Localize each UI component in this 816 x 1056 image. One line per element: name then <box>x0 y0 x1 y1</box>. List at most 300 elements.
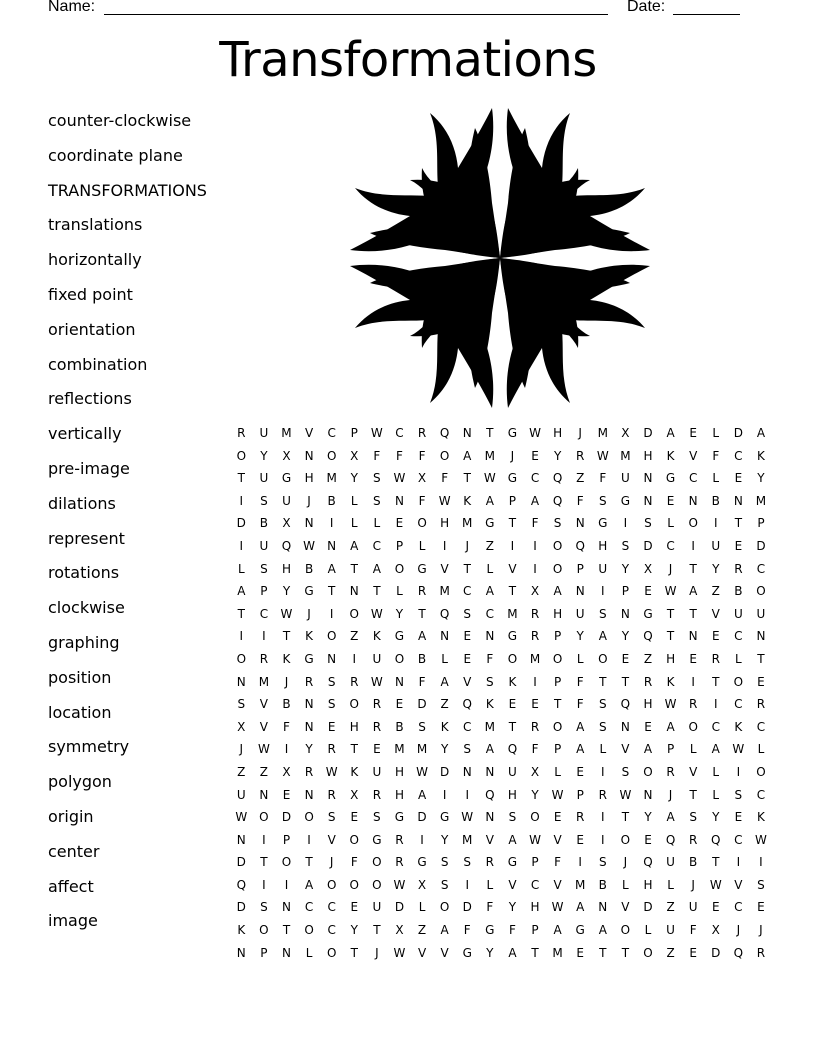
grid-letter: F <box>441 471 449 486</box>
grid-letter: O <box>326 945 337 960</box>
grid-letter: S <box>260 493 268 508</box>
grid-letter: D <box>417 697 427 712</box>
grid-letter: M <box>439 584 450 599</box>
grid-letter: G <box>507 855 518 870</box>
grid-letter: J <box>375 945 379 960</box>
grid-letter: U <box>259 426 269 440</box>
grid-letter: N <box>304 697 314 712</box>
grid-letter: T <box>350 561 358 576</box>
grid-letter: U <box>259 471 269 486</box>
grid-letter: J <box>239 742 244 757</box>
grid-letter: H <box>394 764 404 779</box>
grid-letter: R <box>237 426 246 440</box>
grid-letter: H <box>643 448 653 463</box>
grid-row <box>230 806 772 829</box>
grid-letter: W <box>551 900 564 915</box>
grid-letter: F <box>463 923 471 938</box>
grid-row <box>230 851 772 874</box>
word-list-item: affect <box>48 876 94 896</box>
grid-letter: V <box>508 561 517 576</box>
grid-letter: T <box>463 561 471 576</box>
grid-row <box>230 558 772 581</box>
grid-letter: O <box>756 764 766 779</box>
grid-letter: A <box>372 561 381 576</box>
grid-letter: U <box>575 606 585 621</box>
grid-letter: G <box>304 651 314 666</box>
grid-letter: B <box>282 697 291 712</box>
grid-letter: A <box>508 832 517 847</box>
grid-letter: I <box>262 832 266 847</box>
grid-row <box>230 512 772 535</box>
grid-row <box>230 784 772 807</box>
grid-letter: T <box>666 606 675 621</box>
grid-letter: X <box>350 787 359 802</box>
grid-letter: R <box>417 584 427 599</box>
grid-letter: M <box>552 945 563 960</box>
grid-letter: O <box>552 719 563 734</box>
grid-letter: U <box>508 764 517 779</box>
word-list-item: represent <box>48 528 125 548</box>
grid-letter: I <box>713 697 718 712</box>
grid-letter: T <box>237 471 245 486</box>
grid-letter: B <box>259 516 268 531</box>
grid-letter: S <box>373 493 381 508</box>
grid-letter: Z <box>259 764 268 779</box>
grid-letter: Y <box>350 471 358 486</box>
grid-letter: A <box>508 945 517 960</box>
grid-letter: C <box>756 787 766 802</box>
grid-letter: O <box>530 810 540 825</box>
grid-letter: Y <box>553 448 562 463</box>
grid-letter: C <box>688 471 698 486</box>
grid-letter: R <box>485 855 494 870</box>
grid-letter: F <box>531 516 539 531</box>
grid-letter: V <box>734 877 743 892</box>
grid-letter: T <box>373 584 381 599</box>
grid-letter: E <box>395 516 404 531</box>
grid-letter: O <box>620 832 631 847</box>
grid-letter: S <box>463 606 472 621</box>
grid-letter: V <box>553 832 562 847</box>
grid-letter: V <box>621 900 630 915</box>
word-list-item: graphing <box>48 632 120 652</box>
grid-letter: A <box>756 426 766 440</box>
grid-letter: X <box>237 719 246 734</box>
grid-letter: J <box>465 538 469 553</box>
page-title: Transformations <box>219 32 597 88</box>
grid-letter: O <box>552 538 563 553</box>
grid-letter: V <box>463 674 472 689</box>
grid-letter: E <box>463 629 472 644</box>
grid-letter: N <box>327 651 337 666</box>
grid-letter: W <box>664 697 677 712</box>
word-list-item: rotations <box>48 563 120 583</box>
grid-letter: A <box>711 742 720 757</box>
grid-letter: S <box>553 516 562 531</box>
grid-letter: I <box>465 787 469 802</box>
grid-letter: A <box>666 719 675 734</box>
grid-letter: P <box>260 945 268 960</box>
grid-letter: D <box>643 426 653 440</box>
grid-letter: A <box>485 584 494 599</box>
grid-letter: S <box>598 855 607 870</box>
grid-letter: U <box>666 855 675 870</box>
grid-letter: L <box>237 561 245 576</box>
grid-letter: O <box>417 516 427 531</box>
grid-letter: C <box>666 538 675 553</box>
grid-letter: O <box>598 651 608 666</box>
grid-letter: Y <box>621 629 630 644</box>
grid-letter: W <box>257 742 270 757</box>
word-list-item: reflections <box>48 389 132 409</box>
grid-letter: K <box>440 719 449 734</box>
grid-letter: J <box>691 877 695 892</box>
grid-letter: L <box>441 651 448 666</box>
grid-letter: L <box>712 764 720 779</box>
grid-letter: X <box>282 516 291 531</box>
grid-letter: T <box>305 855 313 870</box>
grid-row <box>230 625 772 648</box>
grid-letter: B <box>417 651 427 666</box>
grid-row <box>230 738 772 761</box>
grid-letter: D <box>236 516 246 531</box>
grid-letter: Y <box>508 900 517 915</box>
grid-letter: R <box>372 719 382 734</box>
grid-letter: P <box>553 742 562 757</box>
grid-letter: I <box>329 516 334 531</box>
grid-letter: O <box>552 651 563 666</box>
grid-letter: A <box>553 584 562 599</box>
grid-letter: R <box>350 674 359 689</box>
grid-letter: N <box>756 629 766 644</box>
grid-letter: J <box>736 923 741 938</box>
word-list-item: clockwise <box>48 598 125 618</box>
grid-letter: M <box>394 742 405 757</box>
grid-letter: Q <box>439 606 450 621</box>
grid-letter: W <box>235 810 248 825</box>
grid-letter: R <box>756 697 766 712</box>
grid-letter: A <box>237 584 246 599</box>
grid-letter: R <box>734 561 743 576</box>
grid-letter: S <box>757 877 765 892</box>
grid-letter: P <box>531 855 539 870</box>
grid-letter: C <box>327 900 336 915</box>
date-line[interactable] <box>673 14 740 15</box>
grid-letter: O <box>349 697 359 712</box>
grid-letter: I <box>239 538 244 553</box>
word-list-item: fixed point <box>48 284 133 304</box>
grid-letter: B <box>711 493 720 508</box>
grid-letter: F <box>689 923 697 938</box>
grid-letter: N <box>304 448 314 463</box>
grid-letter: Z <box>417 923 427 938</box>
grid-letter: H <box>530 900 540 915</box>
grid-letter: T <box>689 606 697 621</box>
grid-letter: A <box>576 742 585 757</box>
word-list-item: polygon <box>48 772 112 792</box>
grid-letter: E <box>350 810 359 825</box>
grid-letter: K <box>282 651 291 666</box>
grid-letter: B <box>304 561 314 576</box>
grid-letter: W <box>303 538 316 553</box>
grid-letter: L <box>418 900 426 915</box>
date-label: Date: <box>627 0 666 15</box>
grid-letter: T <box>237 606 245 621</box>
grid-letter: G <box>507 471 518 486</box>
grid-letter: A <box>530 493 540 508</box>
grid-letter: S <box>598 697 607 712</box>
grid-letter: K <box>372 629 381 644</box>
grid-letter: I <box>284 877 289 892</box>
grid-letter: I <box>307 832 311 847</box>
grid-letter: U <box>372 764 382 779</box>
grid-letter: T <box>599 674 607 689</box>
grid-letter: X <box>621 426 630 440</box>
grid-letter: X <box>711 923 720 938</box>
grid-letter: R <box>530 606 540 621</box>
grid-letter: I <box>239 493 244 508</box>
grid-letter: T <box>418 606 426 621</box>
grid-row <box>230 942 772 965</box>
grid-letter: V <box>689 764 698 779</box>
grid-letter: O <box>756 584 766 599</box>
grid-letter: L <box>599 742 607 757</box>
grid-letter: I <box>262 629 266 644</box>
grid-letter: L <box>644 923 652 938</box>
grid-letter: T <box>757 651 765 666</box>
grid-letter: O <box>643 945 653 960</box>
grid-letter: S <box>463 742 472 757</box>
grid-letter: S <box>598 493 607 508</box>
grid-letter: A <box>440 923 449 938</box>
name-line[interactable] <box>104 14 608 15</box>
grid-letter: D <box>756 538 766 553</box>
grid-letter: H <box>598 538 608 553</box>
grid-letter: L <box>667 516 674 531</box>
grid-letter: R <box>259 651 269 666</box>
grid-letter: L <box>418 538 426 553</box>
grid-letter: E <box>644 719 652 734</box>
grid-letter: N <box>643 787 653 802</box>
grid-letter: F <box>396 448 403 463</box>
grid-letter: S <box>327 674 336 689</box>
grid-letter: I <box>510 538 515 553</box>
grid-letter: E <box>531 448 539 463</box>
grid-letter: T <box>282 923 291 938</box>
grid-letter: I <box>736 855 741 870</box>
grid-letter: A <box>576 900 585 915</box>
grid-letter: W <box>619 787 632 802</box>
grid-letter: G <box>417 855 427 870</box>
grid-letter: M <box>755 493 767 508</box>
grid-letter: O <box>349 606 359 621</box>
grid-letter: I <box>262 877 266 892</box>
grid-letter: G <box>643 606 653 621</box>
grid-letter: I <box>442 787 447 802</box>
grid-letter: G <box>575 923 585 938</box>
grid-letter: I <box>623 516 628 531</box>
grid-letter: M <box>529 651 541 666</box>
grid-letter: I <box>352 651 357 666</box>
grid-letter: T <box>508 719 517 734</box>
grid-letter: I <box>442 538 447 553</box>
grid-letter: G <box>485 516 495 531</box>
grid-letter: I <box>691 674 695 689</box>
grid-letter: Q <box>281 538 292 553</box>
grid-letter: Z <box>666 945 675 960</box>
grid-letter: I <box>533 538 537 553</box>
grid-letter: R <box>372 697 382 712</box>
grid-letter: U <box>372 651 382 666</box>
grid-letter: X <box>395 923 404 938</box>
grid-letter: N <box>575 516 585 531</box>
grid-letter: U <box>756 606 766 621</box>
grid-letter: P <box>621 584 630 599</box>
grid-letter: A <box>485 493 494 508</box>
grid-letter: I <box>601 832 605 847</box>
grid-letter: F <box>486 900 494 915</box>
grid-letter: V <box>553 877 562 892</box>
grid-letter: W <box>755 832 767 847</box>
grid-letter: Z <box>350 629 359 644</box>
grid-letter: C <box>463 584 472 599</box>
word-list-item: horizontally <box>48 250 142 270</box>
grid-letter: E <box>757 674 765 689</box>
grid-letter: L <box>350 516 358 531</box>
grid-letter: Q <box>236 877 247 892</box>
grid-letter: O <box>620 923 631 938</box>
grid-letter: Q <box>643 855 653 870</box>
grid-letter: E <box>576 945 584 960</box>
grid-letter: E <box>463 651 472 666</box>
grid-letter: E <box>734 810 743 825</box>
grid-letter: L <box>305 945 313 960</box>
grid-letter: C <box>734 697 743 712</box>
grid-letter: A <box>666 426 675 440</box>
grid-letter: S <box>486 674 494 689</box>
grid-letter: Q <box>711 832 721 847</box>
grid-letter: J <box>307 606 311 621</box>
grid-letter: V <box>259 697 268 712</box>
grid-letter: D <box>643 900 653 915</box>
grid-letter: K <box>508 674 517 689</box>
grid-letter: E <box>757 900 765 915</box>
grid-letter: D <box>236 855 246 870</box>
grid-letter: Z <box>576 471 585 486</box>
grid-letter: C <box>259 606 269 621</box>
word-list-item: combination <box>48 354 148 374</box>
grid-letter: W <box>325 764 338 779</box>
grid-letter: U <box>620 471 630 486</box>
grid-row <box>230 919 772 942</box>
grid-letter: H <box>281 561 291 576</box>
grid-letter: Q <box>733 945 744 960</box>
grid-letter: H <box>553 606 563 621</box>
grid-letter: N <box>304 516 314 531</box>
grid-letter: L <box>554 764 561 779</box>
grid-letter: Y <box>305 742 313 757</box>
grid-letter: K <box>757 810 765 825</box>
grid-letter: B <box>734 584 743 599</box>
grid-letter: I <box>239 629 244 644</box>
grid-letter: K <box>757 448 765 463</box>
grid-letter: W <box>416 764 428 779</box>
grid-letter: G <box>665 471 676 486</box>
grid-letter: M <box>507 606 518 621</box>
grid-letter: J <box>668 561 673 576</box>
grid-letter: O <box>304 923 314 938</box>
grid-letter: Q <box>575 538 585 553</box>
word-list-item: origin <box>48 806 94 826</box>
grid-letter: E <box>508 697 517 712</box>
grid-letter: Y <box>644 810 652 825</box>
grid-letter: F <box>599 471 607 486</box>
grid-letter: U <box>372 900 382 915</box>
grid-letter: I <box>284 742 289 757</box>
grid-letter: F <box>486 651 494 666</box>
grid-letter: S <box>440 877 449 892</box>
grid-letter: T <box>463 471 471 486</box>
grid-letter: A <box>304 877 314 892</box>
grid-letter: X <box>417 471 427 486</box>
grid-letter: G <box>507 629 518 644</box>
grid-letter: U <box>282 493 291 508</box>
grid-letter: G <box>439 810 450 825</box>
grid-letter: O <box>326 877 337 892</box>
grid-letter: N <box>236 945 246 960</box>
grid-letter: W <box>370 674 383 689</box>
grid-letter: P <box>350 426 358 440</box>
grid-letter: M <box>258 674 270 689</box>
grid-letter: N <box>643 493 653 508</box>
grid-row <box>230 490 772 513</box>
grid-letter: D <box>733 426 743 440</box>
grid-letter: M <box>484 719 495 734</box>
grid-letter: C <box>372 538 382 553</box>
grid-letter: H <box>394 787 404 802</box>
grid-letter: O <box>643 764 653 779</box>
grid-letter: Z <box>237 764 246 779</box>
grid-letter: Y <box>440 832 449 847</box>
grid-letter: U <box>733 606 743 621</box>
grid-letter: T <box>350 742 358 757</box>
grid-letter: D <box>711 945 721 960</box>
grid-letter: N <box>485 629 495 644</box>
grid-letter: O <box>326 448 337 463</box>
grid-letter: C <box>530 877 540 892</box>
grid-letter: N <box>620 719 630 734</box>
grid-letter: N <box>236 674 246 689</box>
header-row <box>48 0 768 20</box>
grid-letter: H <box>349 719 359 734</box>
grid-letter: F <box>508 923 516 938</box>
grid-letter: F <box>350 855 358 870</box>
grid-letter: G <box>485 923 495 938</box>
grid-letter: E <box>711 629 720 644</box>
grid-letter: H <box>304 471 314 486</box>
grid-letter: G <box>462 945 472 960</box>
grid-letter: R <box>395 855 404 870</box>
grid-letter: L <box>350 493 358 508</box>
grid-letter: T <box>666 629 675 644</box>
grid-row <box>230 603 772 626</box>
grid-letter: L <box>576 651 584 666</box>
grid-letter: A <box>666 810 675 825</box>
grid-letter: Q <box>439 426 450 440</box>
grid-letter: S <box>418 719 426 734</box>
grid-letter: B <box>598 877 607 892</box>
grid-letter: O <box>349 877 359 892</box>
